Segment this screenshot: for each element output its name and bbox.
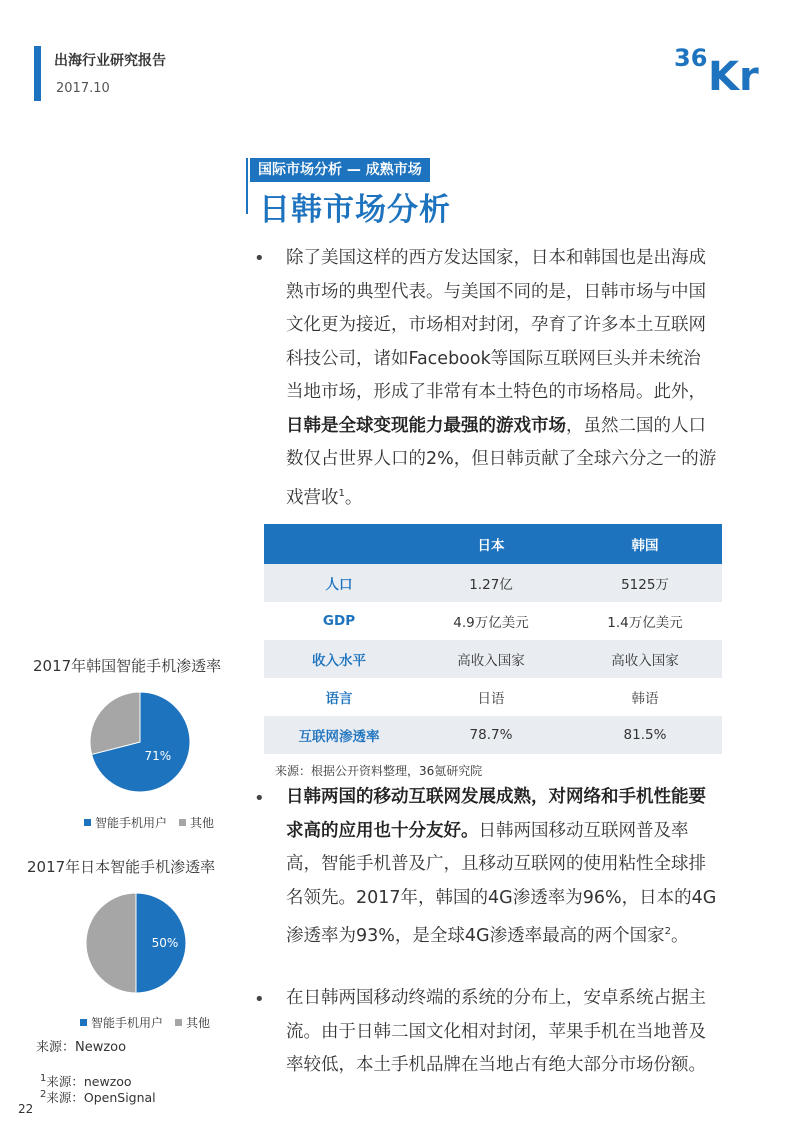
japan-pie-legend: [80, 1014, 210, 1031]
bullet-1: •: [254, 248, 265, 269]
table-row: [264, 640, 722, 678]
cell-korea: 高收入国家: [568, 640, 722, 678]
footnote-ref-1: 1: [338, 487, 345, 499]
legend-swatch-smartphone: [80, 1019, 87, 1026]
korea-pie-chart: [86, 688, 194, 796]
footnote-2: [40, 1088, 156, 1106]
cell-japan: 4.9万亿美元: [414, 602, 568, 640]
paragraph-1-text-b: ，虽然二国的人口数仅占世界人口的2%，但日韩贡献了全球六分之一的游戏营收: [286, 415, 717, 508]
row-label: 收入水平: [264, 640, 414, 678]
table-row: [264, 716, 722, 754]
page-heading: 日韩市场分析: [259, 192, 451, 228]
paragraph-2-text-a: 日韩两国移动互联网普及率高，智能手机普及广，且移动互联网的使用粘性全球排名领先。2017年，韩国的4G渗透率为96%，日本的4G渗透率为93%，是全球4G渗透率最高的两个国家: [286, 820, 717, 946]
table-row: [264, 678, 722, 716]
section-tag: 国际市场分析 — 成熟市场: [250, 158, 430, 182]
logo-36-text: 36: [674, 44, 708, 72]
cell-korea: 1.4万亿美元: [568, 602, 722, 640]
header-accent-bar: [34, 46, 41, 101]
comparison-table: [264, 524, 722, 754]
paragraph-1-bold: 日韩是全球变现能力最强的游戏市场: [286, 415, 566, 436]
pie-data-label: 71%: [144, 748, 172, 763]
cell-japan: 日语: [414, 678, 568, 716]
pie-slice-other: [86, 893, 136, 993]
table-source: 来源：根据公开资料整理，36氪研究院: [275, 764, 483, 778]
row-label: 互联网渗透率: [264, 716, 414, 754]
korea-pie-legend: [84, 814, 214, 831]
korea-pie-title: 2017年韩国智能手机渗透率: [33, 657, 222, 675]
table-header-japan: 日本: [414, 524, 568, 564]
cell-japan: 1.27亿: [414, 564, 568, 602]
legend-label-smartphone: 智能手机用户: [91, 1016, 164, 1030]
footnote-2-number: 2: [40, 1088, 47, 1100]
table-row: [264, 602, 722, 640]
paragraph-2-end: 。: [670, 925, 689, 946]
cell-korea: 81.5%: [568, 716, 722, 754]
bullet-2: •: [254, 788, 265, 809]
footnote-1-text: 来源：newzoo: [46, 1074, 132, 1089]
legend-swatch-smartphone: [84, 819, 91, 826]
table-row: [264, 564, 722, 602]
page-number: 22: [18, 1102, 34, 1116]
table-header-blank: [264, 524, 414, 564]
legend-label-smartphone: 智能手机用户: [95, 816, 168, 830]
paragraph-2: [286, 781, 718, 953]
table-header-korea: 韩国: [568, 524, 722, 564]
paragraph-3: 在日韩两国移动终端的系统的分布上，安卓系统占据主流。由于日韩二国文化相对封闭，苹果手机在当地普及率较低，本土手机品牌在当地占有绝大部分市场份额。: [286, 988, 706, 1075]
bullet-3: •: [254, 989, 265, 1010]
pie-data-label: 50%: [151, 936, 179, 950]
section-tag-line: [246, 158, 248, 214]
row-label: GDP: [264, 602, 414, 640]
logo-kr-text: Kr: [708, 54, 759, 96]
report-title: 出海行业研究报告: [54, 53, 166, 69]
cell-japan: 78.7%: [414, 716, 568, 754]
36kr-logo: [672, 40, 762, 96]
row-label: 语言: [264, 678, 414, 716]
row-label: 人口: [264, 564, 414, 602]
legend-label-other: 其他: [186, 1016, 211, 1030]
pie-source: 来源：Newzoo: [36, 1040, 127, 1055]
paragraph-1-end: 。: [344, 487, 363, 508]
legend-swatch-other: [179, 819, 186, 826]
footnote-1-number: 1: [40, 1072, 47, 1084]
table-header-row: [264, 524, 722, 564]
footnote-2-text: 来源：OpenSignal: [46, 1090, 156, 1105]
paragraph-2-bold: 日韩两国的移动互联网发展成熟，对网络和手机性能要求高的应用也十分友好。: [286, 787, 706, 841]
footnote-ref-2: 2: [664, 926, 671, 937]
cell-japan: 高收入国家: [414, 640, 568, 678]
japan-pie-chart: [82, 889, 190, 997]
japan-pie-title: 2017年日本智能手机渗透率: [27, 858, 216, 876]
paragraph-1-text-a: 除了美国这样的西方发达国家，日本和韩国也是出海成熟市场的典型代表。与美国不同的是，日韩市场与中国文化更为接近，市场相对封闭，孕育了许多本土互联网科技公司，诸如Facebook等国际互联网巨头并未统治当地市场，形成了非常有本土特色的市场格局。此外，: [286, 248, 706, 402]
report-date: 2017.10: [56, 81, 110, 96]
cell-korea: 韩语: [568, 678, 722, 716]
cell-korea: 5125万: [568, 564, 722, 602]
legend-label-other: 其他: [190, 816, 215, 830]
legend-swatch-other: [175, 1019, 182, 1026]
paragraph-1: [286, 242, 718, 515]
